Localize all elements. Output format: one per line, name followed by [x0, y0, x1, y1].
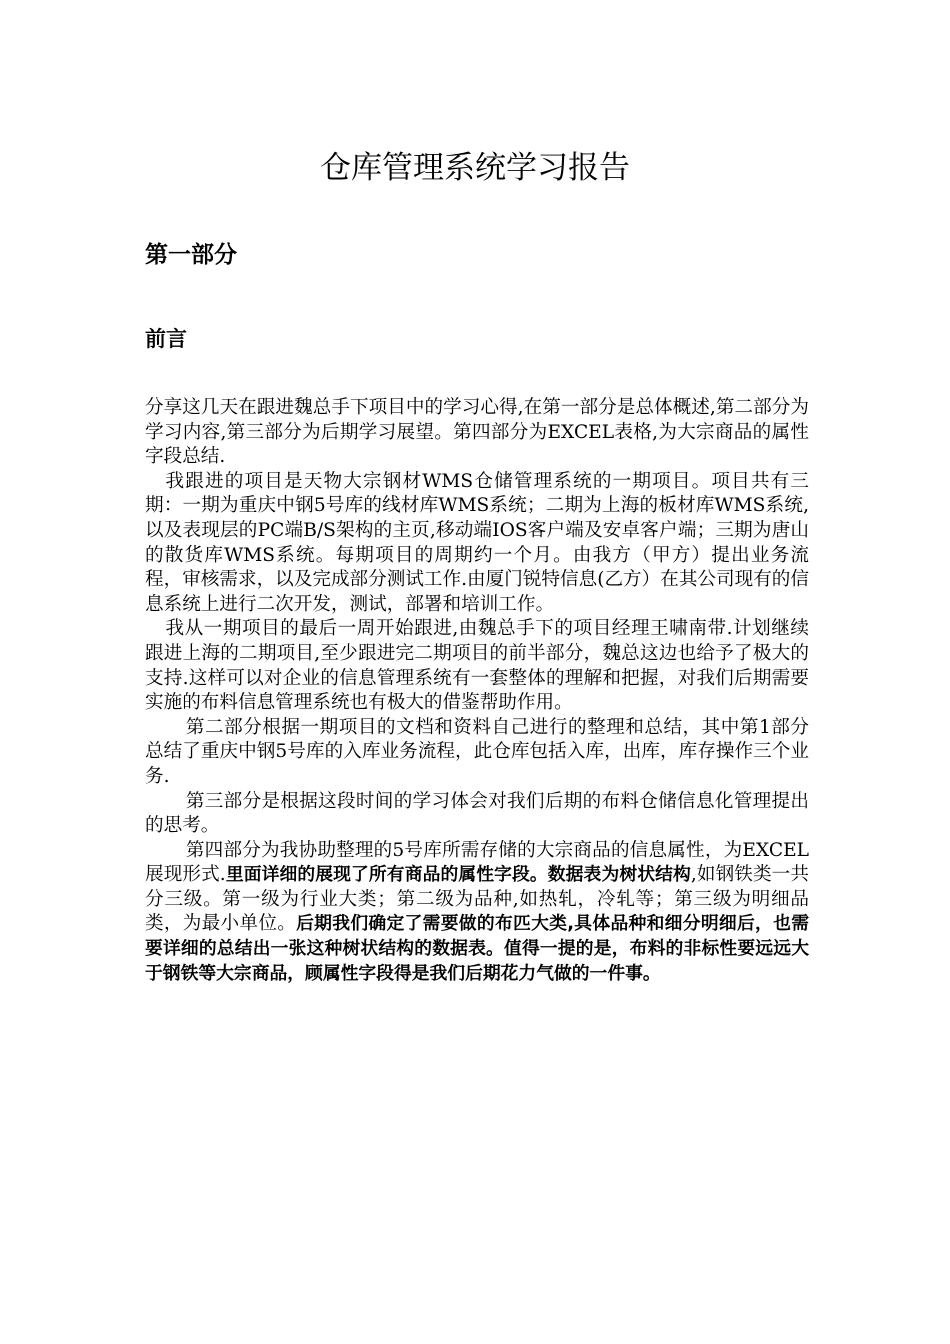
paragraph-part-four-intro: 第四部分为我协助整理的5号库所需存储的大宗商品的信息属性，为EXCEL展现形式. [145, 839, 809, 886]
paragraph-part-four-emphasis-1: 里面详细的展现了所有商品的属性字段。数据表为树状结构 [225, 864, 691, 886]
paragraph-overview: 分享这几天在跟进魏总手下项目中的学习心得,在第一部分是总体概述,第二部分为学习内容,第三部分为后期学习展望。第四部分为EXCEL表格,为大宗商品的属性字段总结. [145, 397, 809, 468]
paragraph-part-four [145, 839, 809, 987]
paragraph-part-two: 第二部分根据一期项目的文档和资料自己进行的整理和总结，其中第1部分总结了重庆中钢5号库的入库业务流程，此仓库包括入库，出库，库存操作三个业务. [145, 716, 809, 787]
paragraph-follow-up: 我从一期项目的最后一周开始跟进,由魏总手下的项目经理王啸南带.计划继续跟进上海的二期项目,至少跟进完二期项目的前半部分，魏总这边也给予了极大的支持.这样可以对企业的信息管理系统有一套整体的理解和把握，对我们后期需要实施的布料信息管理系统也有极大的借鉴帮助作用。 [145, 618, 809, 714]
paragraph-part-four-emphasis-2: 后期我们确定了需要做的布匹大类,具体品种和细分明细后，也需要详细的总结出一张这种树状结构的数据表。值得一提的是，布料的非标性要远远大于钢铁等大宗商品，顾属性字段得是我们后期花力气做的一件事。 [145, 913, 809, 984]
paragraph-part-three: 第三部分是根据这段时间的学习体会对我们后期的布料仓储信息化管理提出的思考。 [145, 790, 809, 837]
preface-heading: 前言 [145, 327, 187, 351]
paragraph-project-intro: 我跟进的项目是天物大宗钢材WMS仓储管理系统的一期项目。项目共有三期：一期为重庆中钢5号库的线材库WMS系统；二期为上海的板材库WMS系统,以及表现层的PC端B/S架构的主页,移动端IOS客户端及安卓客户端；三期为唐山的散货库WMS系统。每期项目的周期约一个月。由我方（甲方）提出业务流程，审核需求，以及完成部分测试工作.由厦门锐特信息(乙方）在其公司现有的信息系统上进行二次开发，测试，部署和培训工作。 [145, 470, 809, 615]
document-title: 仓库管理系统学习报告 [320, 150, 630, 186]
paragraph-part-four-detail: ,如钢铁类一共分三级。第一级为行业大类；第二级为品种,如热轧，冷轧等；第三级为明细品类，为最小单位。 [145, 864, 809, 935]
part-one-heading: 第一部分 [145, 242, 237, 268]
document-body [145, 396, 809, 986]
